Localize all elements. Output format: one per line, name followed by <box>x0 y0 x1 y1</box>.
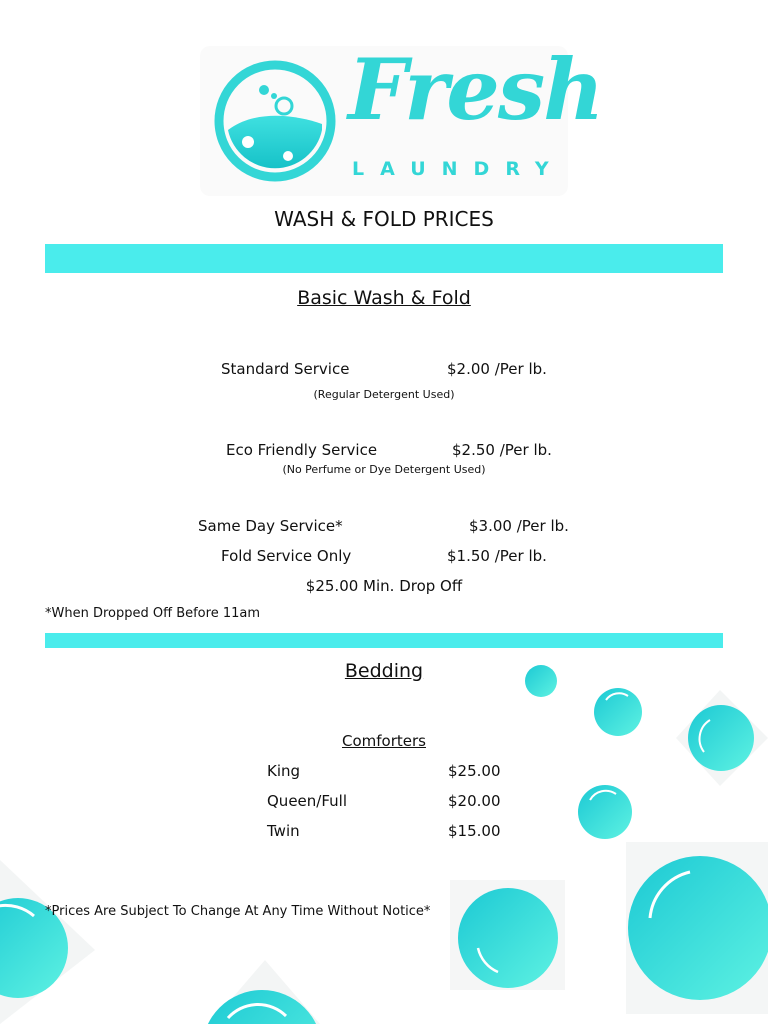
standard-service-price: $2.00 /Per lb. <box>447 360 547 378</box>
eco-service-price: $2.50 /Per lb. <box>452 441 552 459</box>
logo-bubble-icon <box>214 60 336 182</box>
eco-service-note: (No Perfume or Dye Detergent Used) <box>282 463 486 476</box>
page-title: WASH & FOLD PRICES <box>274 207 494 231</box>
logo-wordmark: Fresh <box>348 40 603 139</box>
bubble <box>458 888 558 988</box>
accent-bar-middle <box>45 633 723 648</box>
same-day-service-price: $3.00 /Per lb. <box>469 517 569 535</box>
bedding-price-twin: $15.00 <box>448 822 501 840</box>
section-heading-wash-fold: Basic Wash & Fold <box>297 287 471 309</box>
comforters-heading: Comforters <box>342 732 426 750</box>
same-day-footnote: *When Dropped Off Before 11am <box>45 606 261 621</box>
bedding-price-queen-full: $20.00 <box>448 792 501 810</box>
fold-service-price: $1.50 /Per lb. <box>447 547 547 565</box>
section-heading-bedding: Bedding <box>344 660 424 682</box>
logo-subtitle: LAUNDRY <box>352 158 565 180</box>
price-disclaimer: *Prices Are Subject To Change At Any Time Without Notice* <box>45 904 431 919</box>
bedding-price-king: $25.00 <box>448 762 501 780</box>
standard-service-note: (Regular Detergent Used) <box>313 388 455 401</box>
bedding-size-king: King <box>267 762 301 780</box>
minimum-drop-off: $25.00 Min. Drop Off <box>305 577 463 595</box>
fold-service-label: Fold Service Only <box>221 547 352 565</box>
standard-service-label: Standard Service <box>221 360 350 378</box>
bubble <box>578 785 632 839</box>
eco-service-label: Eco Friendly Service <box>226 441 378 459</box>
bedding-size-twin: Twin <box>267 822 300 840</box>
bubble <box>594 688 642 736</box>
bedding-size-queen-full: Queen/Full <box>267 792 347 810</box>
accent-bar-top <box>45 244 723 273</box>
bubble <box>628 856 768 1000</box>
same-day-service-label: Same Day Service* <box>198 517 343 535</box>
